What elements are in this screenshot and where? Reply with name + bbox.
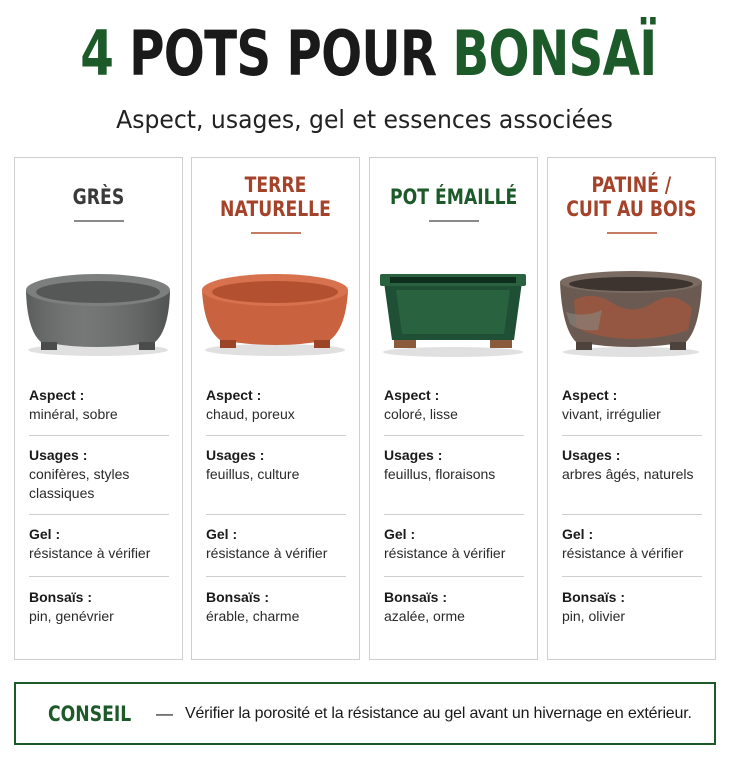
attr-bonsais bbox=[562, 588, 702, 626]
usages-label: Usages : bbox=[206, 447, 265, 463]
gel-label: Gel : bbox=[29, 526, 61, 542]
bonsais-label: Bonsaïs : bbox=[29, 589, 93, 605]
divider bbox=[206, 435, 346, 436]
title-bonsai: BONSAÏ bbox=[452, 17, 657, 90]
attr-bonsais bbox=[29, 588, 169, 626]
card-patine-cuit-au-bois bbox=[547, 157, 716, 660]
card-header bbox=[15, 158, 182, 248]
title-underline bbox=[429, 220, 479, 222]
attr-bonsais bbox=[384, 588, 524, 626]
page-subtitle: Aspect, usages, gel et essences associées bbox=[116, 105, 613, 134]
divider bbox=[384, 435, 524, 436]
title-underline bbox=[74, 220, 124, 222]
tip-banner bbox=[14, 682, 716, 745]
card-header bbox=[548, 158, 715, 248]
card-title: GRÈS bbox=[72, 184, 125, 209]
attr-bonsais bbox=[206, 588, 346, 626]
card-header bbox=[370, 158, 537, 248]
attr-aspect bbox=[384, 386, 524, 424]
usages-label: Usages : bbox=[384, 447, 443, 463]
usages-label: Usages : bbox=[562, 447, 621, 463]
gel-label: Gel : bbox=[562, 526, 594, 542]
aspect-value: coloré, lisse bbox=[384, 406, 458, 422]
usages-value: conifères, styles classiques bbox=[29, 466, 130, 501]
bonsais-value: érable, charme bbox=[206, 608, 300, 624]
patina-pot-image bbox=[554, 260, 709, 360]
card-pot-emaille bbox=[369, 157, 538, 660]
bonsais-value: azalée, orme bbox=[384, 608, 465, 624]
divider bbox=[29, 514, 169, 515]
gel-value: résistance à vérifier bbox=[29, 545, 151, 561]
title-number: 4 bbox=[80, 17, 130, 90]
attr-aspect bbox=[29, 386, 169, 424]
aspect-label: Aspect : bbox=[29, 387, 85, 403]
attr-gel bbox=[206, 525, 346, 563]
tip-label: CONSEIL bbox=[48, 701, 132, 726]
gel-value: résistance à vérifier bbox=[384, 545, 506, 561]
card-title: POT ÉMAILLÉ bbox=[389, 184, 518, 209]
divider bbox=[29, 576, 169, 577]
bonsais-label: Bonsaïs : bbox=[384, 589, 448, 605]
divider bbox=[562, 514, 702, 515]
card-title: PATINÉ / CUIT AU BOIS bbox=[566, 172, 697, 221]
card-terre-naturelle bbox=[191, 157, 360, 660]
attr-aspect bbox=[206, 386, 346, 424]
divider bbox=[562, 576, 702, 577]
terracotta-pot-image bbox=[198, 260, 353, 360]
bonsais-label: Bonsaïs : bbox=[562, 589, 626, 605]
divider bbox=[384, 576, 524, 577]
title-underline bbox=[607, 232, 657, 234]
usages-value: arbres âgés, naturels bbox=[562, 466, 694, 482]
aspect-label: Aspect : bbox=[206, 387, 262, 403]
aspect-label: Aspect : bbox=[562, 387, 618, 403]
usages-value: feuillus, culture bbox=[206, 466, 300, 482]
attr-gel bbox=[29, 525, 169, 563]
attr-gel bbox=[562, 525, 702, 563]
gel-value: résistance à vérifier bbox=[562, 545, 684, 561]
title-main: POTS POUR bbox=[129, 17, 453, 90]
aspect-value: minéral, sobre bbox=[29, 406, 118, 422]
usages-value: feuillus, floraisons bbox=[384, 466, 496, 482]
divider bbox=[562, 435, 702, 436]
aspect-label: Aspect : bbox=[384, 387, 440, 403]
stoneware-pot-image bbox=[21, 260, 176, 360]
attr-usages bbox=[384, 446, 524, 484]
divider bbox=[206, 514, 346, 515]
card-header bbox=[192, 158, 359, 248]
tip-dash: — bbox=[156, 703, 173, 723]
usages-label: Usages : bbox=[29, 447, 88, 463]
bonsais-value: pin, genévrier bbox=[29, 608, 114, 624]
gel-label: Gel : bbox=[206, 526, 238, 542]
gel-label: Gel : bbox=[384, 526, 416, 542]
aspect-value: chaud, poreux bbox=[206, 406, 295, 422]
divider bbox=[29, 435, 169, 436]
bonsais-value: pin, olivier bbox=[562, 608, 626, 624]
bonsais-label: Bonsaïs : bbox=[206, 589, 270, 605]
page-title bbox=[80, 14, 657, 94]
glazed-pot-image bbox=[376, 260, 531, 360]
tip-text: Vérifier la porosité et la résistance au gel avant un hivernage en extérieur. bbox=[185, 704, 692, 722]
attr-usages bbox=[29, 446, 169, 503]
aspect-value: vivant, irrégulier bbox=[562, 406, 661, 422]
attr-usages bbox=[206, 446, 346, 484]
gel-value: résistance à vérifier bbox=[206, 545, 328, 561]
divider bbox=[384, 514, 524, 515]
attr-gel bbox=[384, 525, 524, 563]
attr-aspect bbox=[562, 386, 702, 424]
attr-usages bbox=[562, 446, 702, 484]
card-gres bbox=[14, 157, 183, 660]
divider bbox=[206, 576, 346, 577]
title-underline bbox=[251, 232, 301, 234]
card-title: TERRE NATURELLE bbox=[220, 172, 331, 221]
